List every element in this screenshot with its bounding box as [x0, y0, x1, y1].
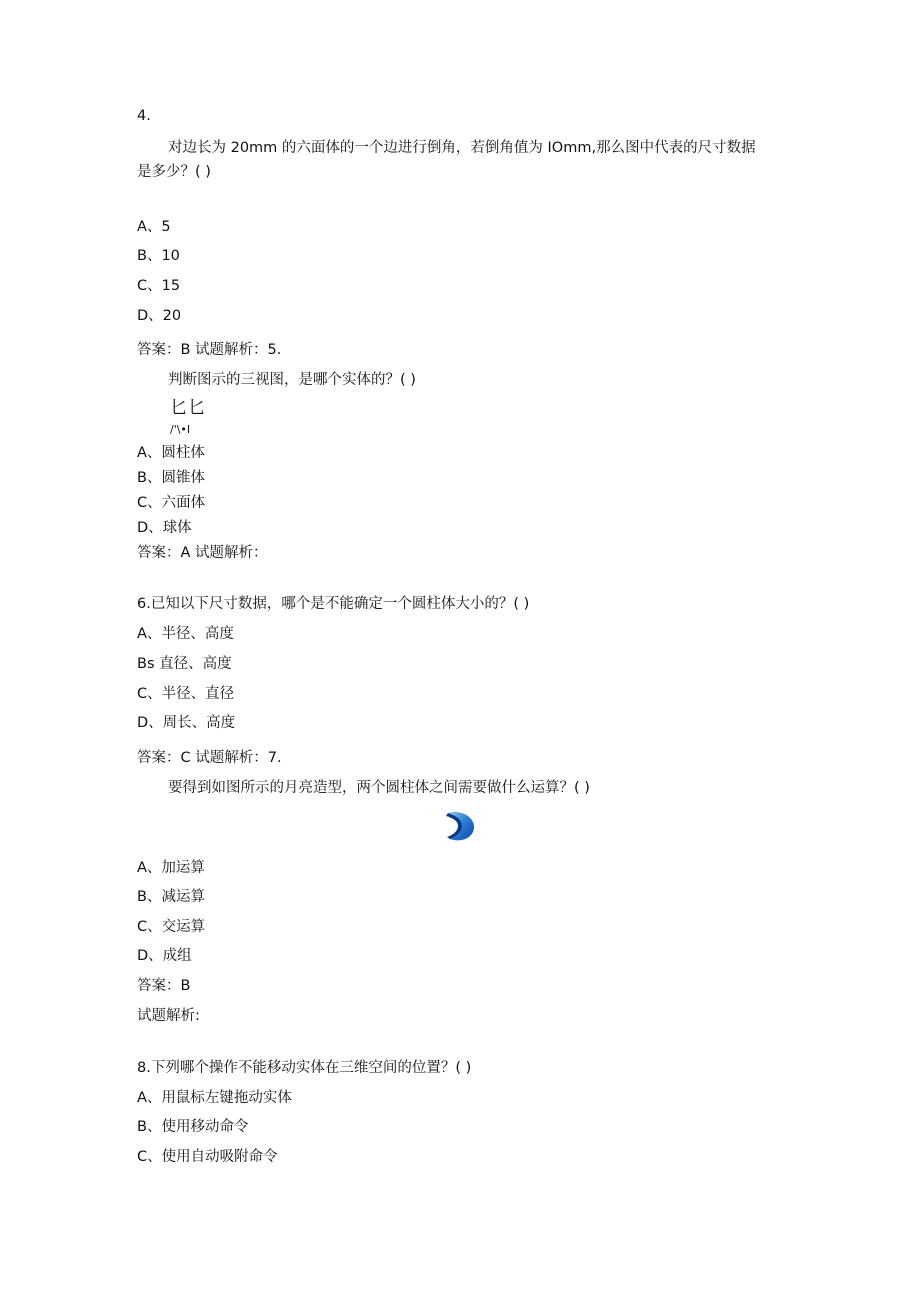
q4-option-c: C、15: [137, 278, 181, 294]
q5-figure-line2: /'\•I: [170, 423, 191, 436]
q6-answer: 答案：C 试题解析：7.: [137, 750, 282, 766]
q5-option-d: D、球体: [137, 520, 192, 536]
q6-option-d: D、周长、高度: [137, 715, 236, 731]
q7-option-d: D、成组: [137, 948, 192, 964]
q6-stem: 6.已知以下尺寸数据，哪个是不能确定一个圆柱体大小的？( ): [137, 596, 530, 612]
q8-option-a: A、用鼠标左键拖动实体: [137, 1090, 292, 1106]
q7-option-b: B、减运算: [137, 889, 205, 905]
q4-stem-line1: 对边长为 20mm 的六面体的一个边进行倒角，若倒角值为 IOmm,那么图中代表的尺寸数据: [168, 140, 756, 156]
q4-option-b: B、10: [137, 248, 180, 264]
q6-option-b: Bs 直径、高度: [137, 656, 232, 672]
q4-stem-line2: 是多少？( ): [137, 164, 211, 180]
q8-option-c: C、使用自动吸附命令: [137, 1149, 278, 1165]
q5-option-c: C、六面体: [137, 495, 206, 511]
q7-stem: 要得到如图所示的月亮造型，两个圆柱体之间需要做什么运算？( ): [168, 780, 590, 796]
q4-number: 4.: [137, 108, 151, 124]
q7-option-c: C、交运算: [137, 919, 206, 935]
q5-option-b: B、圆锥体: [137, 470, 205, 486]
q6-option-c: C、半径、直径: [137, 686, 235, 702]
q8-option-b: B、使用移动命令: [137, 1119, 249, 1135]
q8-stem: 8.下列哪个操作不能移动实体在三维空间的位置？( ): [137, 1060, 472, 1076]
moon-shape-icon: [442, 808, 478, 844]
q4-answer: 答案：B 试题解析：5.: [137, 342, 282, 358]
q4-option-d: D、20: [137, 308, 182, 324]
q4-option-a: A、5: [137, 219, 171, 235]
q5-figure-line1: 匕匕: [170, 398, 206, 418]
q7-analysis: 试题解析:: [137, 1008, 200, 1024]
q7-option-a: A、加运算: [137, 860, 205, 876]
q5-stem: 判断图示的三视图，是哪个实体的？( ): [168, 372, 416, 388]
q7-answer: 答案：B: [137, 978, 191, 994]
q6-option-a: A、半径、高度: [137, 626, 234, 642]
q5-option-a: A、圆柱体: [137, 445, 205, 461]
q5-answer: 答案：A 试题解析：: [137, 545, 268, 561]
